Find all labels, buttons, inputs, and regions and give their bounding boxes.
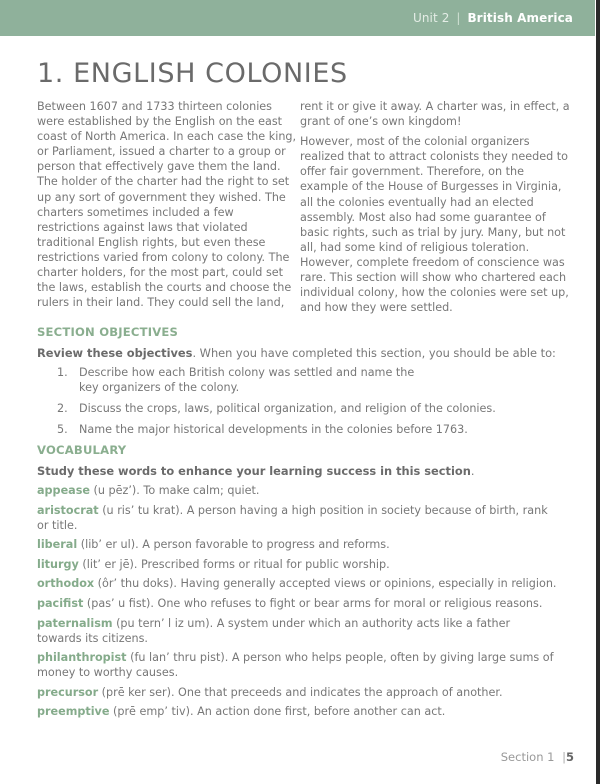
vocab-term: precursor: [37, 685, 99, 699]
vocab-term: preemptive: [37, 705, 110, 719]
page-title: 1. ENGLISH COLONIES: [37, 58, 348, 89]
vocab-term: appease: [37, 484, 90, 497]
vocab-definition: (pu tern’ l iz um). A system under which an authority acts like a father towards its citizens.: [37, 616, 511, 645]
vocabulary-intro-rest: .: [470, 464, 475, 478]
vocabulary-list: [37, 483, 557, 724]
vocab-term: paternalism: [37, 616, 113, 630]
unit-name: British America: [467, 11, 573, 25]
vocab-entry: [37, 650, 557, 680]
objective-text: Name the major historical developments in the colonies before 1763.: [79, 423, 468, 436]
vocab-entry: [37, 685, 557, 700]
body-paragraph: Between 1607 and 1733 thirteen colonies were established by the English on the east coast of North America. In each case the king, or Parliament, issued a charter to a group or person that effectively gave them the land. The holder of the charter had the right to set up any sort of government they wished. The charters sometimes included a few restrictions against laws that violated traditional English rights, but even these restrictions varied from colony to colony. The charter holders, for the most part, could set the laws, establish the courts and choose the rulers in their land. They could sell the land,: [37, 100, 297, 310]
vocab-term: orthodox: [37, 577, 95, 591]
vocab-definition: (fu lan’ thru pist). A person who helps people, often by giving large sums of money to worthy causes.: [37, 651, 554, 680]
objective-text: Describe how each British colony was settled and name the key organizers of the colony.: [79, 366, 415, 394]
objectives-intro: [37, 346, 556, 360]
objectives-heading: SECTION OBJECTIVES: [37, 325, 179, 339]
unit-header-bar: [0, 0, 595, 36]
body-paragraph: However, most of the colonial organizers realized that to attract colonists they needed to offer fair government. Therefore, on the example of the House of Burgesses in Virginia, all the colonies eventually had an elected assembly. Most also had some guarantee of basic rights, such as trial by jury. Many, but not all, had some kind of religious toleration. However, complete freedom of conscience was rare. This section will show who chartered each individual colony, how the colonies were set up, and how they were settled.: [300, 135, 569, 315]
vocab-term: liberal: [37, 538, 78, 552]
objective-item: [37, 365, 557, 395]
objectives-list: [37, 365, 557, 443]
vocab-entry: [37, 483, 557, 498]
vocab-entry: [37, 616, 557, 646]
body-paragraph: rent it or give it away. A charter was, in effect, a grant of one’s own kingdom!: [300, 100, 570, 129]
objective-item: [37, 422, 557, 437]
vocab-definition: (pas’ u fist). One who refuses to fight or bear arms for moral or religious reasons.: [83, 596, 543, 610]
objective-number: 2.: [57, 402, 68, 415]
vocabulary-intro-bold: Study these words to enhance your learning success in this section: [37, 464, 471, 478]
header-separator: |: [456, 11, 461, 25]
page-number: 5: [565, 750, 574, 764]
vocab-entry: [37, 576, 557, 591]
vocab-definition: (prē emp’ tiv). An action done first, before another can act.: [109, 705, 446, 719]
vocab-definition: (u ris’ tu krat). A person having a high position in society because of birth, rank or title.: [37, 503, 548, 532]
objectives-intro-bold: Review these objectives: [37, 346, 193, 360]
objective-number: 5.: [57, 423, 68, 436]
vocab-entry: [37, 596, 557, 611]
vocab-definition: (prē ker ser). One that preceeds and indicates the approach of another.: [98, 685, 503, 699]
vocab-definition: (u pēz’). To make calm; quiet.: [89, 484, 260, 497]
page-footer: [501, 750, 574, 764]
vocab-definition: (lib’ er ul). A person favorable to progress and reforms.: [77, 538, 390, 552]
footer-separator: |: [562, 750, 566, 764]
vocab-entry: [37, 557, 557, 572]
objective-text: Discuss the crops, laws, political organization, and religion of the colonies.: [79, 402, 496, 415]
objective-number: 1.: [57, 366, 68, 379]
footer-section-label: Section 1: [500, 750, 555, 764]
vocab-definition: (ôr’ thu doks). Having generally accepted views or opinions, especially in religion.: [94, 577, 557, 591]
vocab-definition: (lit’ er jē). Prescribed forms or ritual for public worship.: [78, 557, 390, 571]
body-column-left: [37, 99, 299, 315]
vocab-term: philanthropist: [37, 651, 127, 665]
vocab-entry: [37, 537, 557, 552]
vocab-term: pacifist: [37, 596, 84, 610]
vocab-entry: [37, 704, 557, 719]
vocabulary-intro: [37, 464, 474, 478]
vocabulary-heading: VOCABULARY: [37, 443, 127, 457]
vocab-term: aristocrat: [37, 503, 99, 517]
vocab-entry: [37, 503, 557, 533]
unit-label: Unit 2: [412, 11, 450, 25]
vocab-term: liturgy: [37, 557, 79, 571]
body-column-right: [300, 99, 570, 320]
objectives-intro-rest: . When you have completed this section, you should be able to:: [192, 346, 556, 360]
unit-header-text: [413, 11, 573, 25]
objective-item: [37, 401, 557, 416]
